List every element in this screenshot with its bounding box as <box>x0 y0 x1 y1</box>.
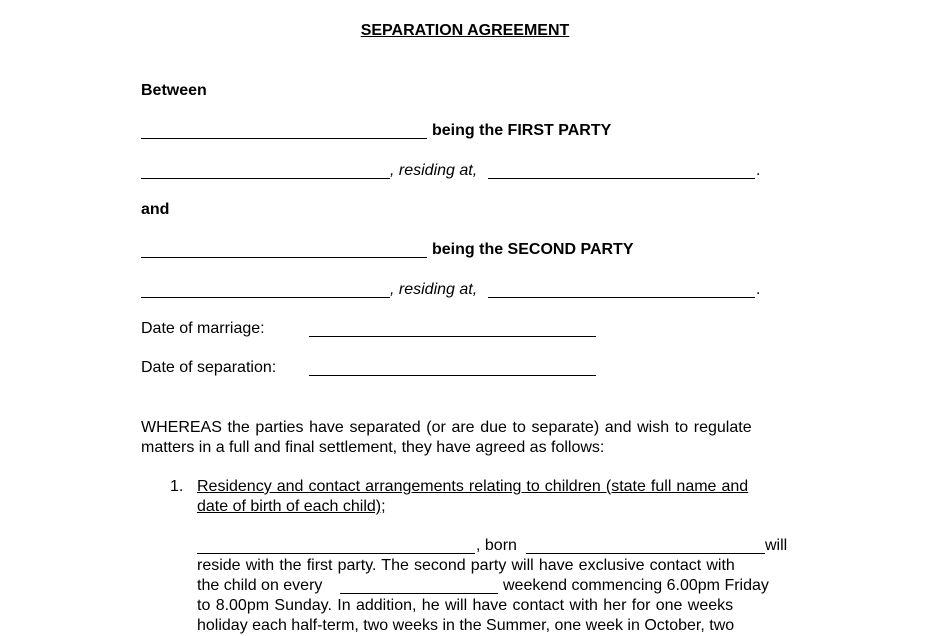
second-party-name-blank <box>141 257 427 258</box>
first-party-address-blank <box>488 178 755 179</box>
between-label: Between <box>141 82 207 99</box>
clause-1-number: 1. <box>170 478 184 495</box>
second-party-period: . <box>756 281 761 298</box>
child-birthdate-blank <box>526 553 765 554</box>
first-party-residing-label: , residing at, <box>390 162 478 179</box>
clause-1-heading-line-1: Residency and contact arrangements relating to children (state full name and <box>197 478 749 495</box>
child-name-blank <box>197 553 475 554</box>
date-of-separation-label: Date of separation: <box>141 359 277 376</box>
and-label: and <box>141 201 170 218</box>
second-party-label: being the SECOND PARTY <box>432 241 634 258</box>
date-of-marriage-blank <box>309 336 596 337</box>
second-party-residing-label: , residing at, <box>390 281 478 298</box>
first-party-period: . <box>756 162 761 179</box>
clause-body-line-2: reside with the first party. The second party will have exclusive contact with <box>197 557 735 574</box>
second-party-signature-blank <box>141 297 390 298</box>
will-label: will <box>765 537 788 554</box>
clause-body-line-3b: weekend commencing 6.00pm Friday <box>503 577 769 594</box>
clause-1-heading-line-2: date of birth of each child); <box>197 498 386 515</box>
date-of-marriage-label: Date of marriage: <box>141 320 265 337</box>
first-party-name-blank <box>141 138 427 139</box>
first-party-label: being the FIRST PARTY <box>432 122 612 139</box>
date-of-separation-blank <box>309 375 596 376</box>
second-party-address-blank <box>488 297 755 298</box>
whereas-line-2: matters in a full and final settlement, they have agreed as follows: <box>141 439 605 456</box>
born-label: , born <box>476 537 517 554</box>
clause-body-line-3a: the child on every <box>197 577 323 594</box>
clause-body-line-4: to 8.00pm Sunday. In addition, he will have contact with her for one weeks <box>197 597 734 614</box>
whereas-line-1 <box>141 418 790 438</box>
clause-body-line-5: holiday each half-term, two weeks in the Summer, one week in October, two <box>197 617 735 634</box>
first-party-signature-blank <box>141 178 390 179</box>
whereas-line-1-text: WHEREAS the parties have separated (or are due to separate) and wish to regulate <box>141 419 752 436</box>
weekend-blank <box>340 593 498 594</box>
document-title: SEPARATION AGREEMENT <box>360 22 570 39</box>
